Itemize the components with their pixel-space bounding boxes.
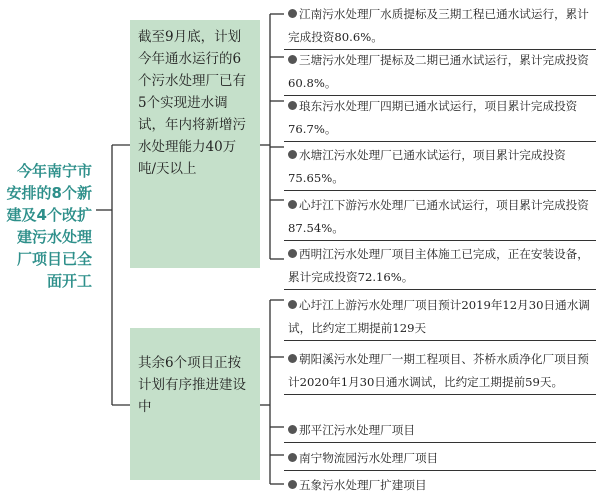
group-in-progress: 其余6个项目正按计划有序推进建设中 xyxy=(130,328,260,480)
project-item xyxy=(284,474,596,497)
project-text: 那平江污水处理厂项目 xyxy=(299,423,415,437)
project-text: 心圩江下游污水处理厂已通水试运行，项目累计完成投资87.54%。 xyxy=(288,198,589,235)
project-text: 五象污水处理厂扩建项目 xyxy=(299,478,427,492)
project-text: 琅东污水处理厂四期已通水试运行，项目累计完成投资76.7%。 xyxy=(288,99,578,136)
bullet-icon xyxy=(288,425,297,434)
project-text: 南宁物流园污水处理厂项目 xyxy=(299,451,439,465)
group-completed: 截至9月底，计划今年通水运行的6个污水处理厂已有5个实现进水调试，年内将新增污水处理能力40万吨/天以上 xyxy=(130,20,260,268)
project-item xyxy=(284,447,596,471)
bullet-icon xyxy=(288,354,297,363)
project-item xyxy=(284,194,596,241)
project-text: 三塘污水处理厂提标及二期已通水试运行，累计完成投资60.8%。 xyxy=(288,53,589,90)
bullet-icon xyxy=(288,101,297,110)
project-item xyxy=(284,243,596,290)
project-text: 水塘江污水处理厂已通水试运行，项目累计完成投资75.65%。 xyxy=(288,148,566,185)
root-title: 今年南宁市安排的8个新建及4个改扩建污水处理厂项目已全面开工 xyxy=(6,162,92,290)
project-item xyxy=(284,3,596,50)
bullet-icon xyxy=(288,9,297,18)
project-item xyxy=(284,348,596,395)
project-item xyxy=(284,49,596,96)
project-item xyxy=(284,294,596,341)
project-text: 西明江污水处理厂项目主体施工已完成，正在安装设备，累计完成投资72.16%。 xyxy=(288,247,589,284)
bullet-icon xyxy=(288,249,297,258)
bullet-icon xyxy=(288,300,297,309)
bullet-icon xyxy=(288,453,297,462)
project-item xyxy=(284,419,596,443)
project-text: 朝阳溪污水处理厂一期工程项目、芥桥水质净化厂项目预计2020年1月30日通水调试，比约定工期提前59天。 xyxy=(288,352,589,389)
bullet-icon xyxy=(288,150,297,159)
bullet-icon xyxy=(288,480,297,489)
project-text: 心圩江上游污水处理厂项目预计2019年12月30日通水调试，比约定工期提前129天 xyxy=(288,298,590,335)
project-item xyxy=(284,144,596,191)
project-item xyxy=(284,95,596,142)
bullet-icon xyxy=(288,200,297,209)
project-text: 江南污水处理厂水质提标及三期工程已通水试运行，累计完成投资80.6%。 xyxy=(288,7,589,44)
bullet-icon xyxy=(288,55,297,64)
